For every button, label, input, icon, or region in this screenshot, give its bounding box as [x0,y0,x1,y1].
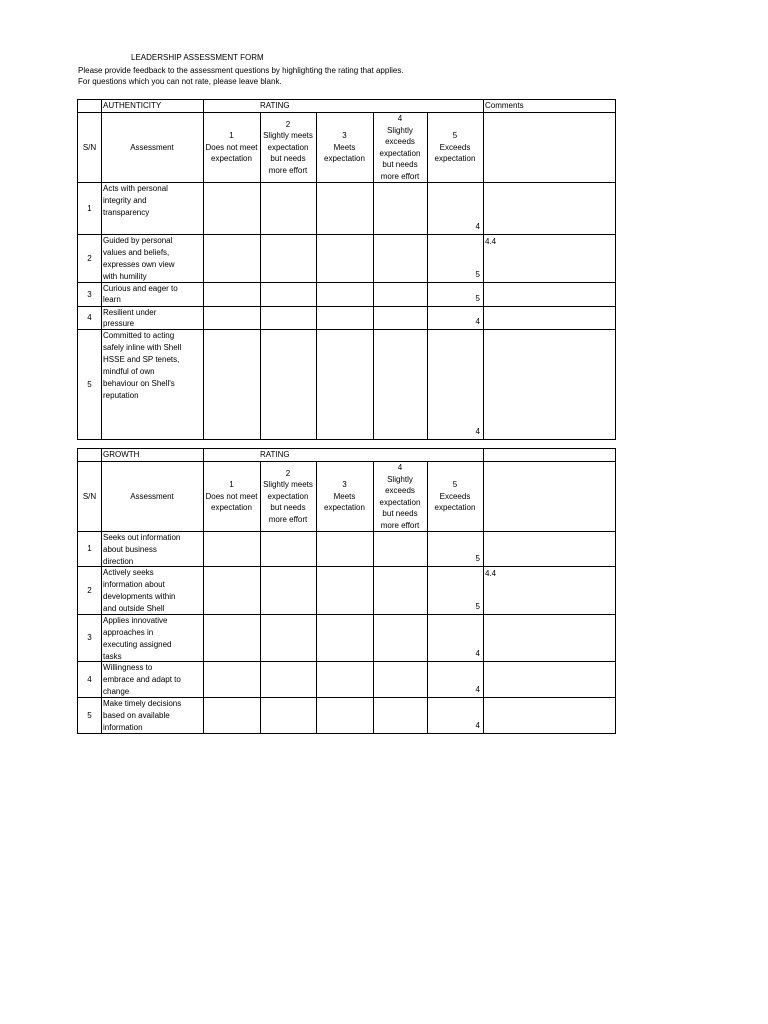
assessment-text [101,698,203,733]
section-name: GROWTH [103,450,140,459]
table-row [78,698,615,733]
comments-header: Comments [485,101,524,110]
rating-label-line: exceeds [385,486,415,495]
rating-label-line: expectation [211,503,252,513]
assessment-text-line: HSSE and SP tenets, [103,355,180,364]
rating-1-label [205,130,257,165]
rating-cell-2[interactable] [260,283,316,306]
rating-label-line: Meets [333,491,356,501]
rating-label-line: Meets [333,142,356,152]
rating-3-label [324,479,365,514]
rating-cell-3[interactable] [316,615,373,661]
rating-label-line: 1 [229,480,234,490]
rating-cell-4[interactable] [373,698,427,733]
column-header-row [78,462,615,532]
rating-label-line: 5 [452,131,458,141]
rating-label-line: more effort [380,520,420,530]
rating-score: 4 [475,316,480,326]
rating-cell-3[interactable] [316,307,373,329]
assessment-table-authenticity [77,99,616,440]
rating-cell-3[interactable] [316,283,373,306]
rating-score: 5 [475,553,480,563]
rating-label-line: more effort [268,165,308,175]
comment-value: 4.4 [485,569,497,578]
rating-cell-2[interactable] [260,567,316,614]
rating-cell-4[interactable] [373,615,427,661]
assessment-text-line: approaches in [103,628,154,637]
rating-cell-3[interactable] [316,698,373,733]
score-cell [427,235,483,282]
assessment-text-line: Committed to acting [103,331,175,340]
column-divider [483,462,484,531]
rating-cell-2[interactable] [260,183,316,234]
assessment-text-line: tasks [103,652,122,661]
assessment-text-line: pressure [103,319,135,328]
table-row [78,330,615,439]
comment-cell[interactable] [483,235,617,282]
assessment-text-line: Guided by personal [103,236,173,245]
assessment-text-line: Make timely decisions [103,699,182,708]
table-row [78,662,615,698]
rating-label-line: Exceeds [439,142,471,152]
rating-cell-2[interactable] [260,615,316,661]
assessment-text [101,283,203,306]
assessment-header: Assessment [130,491,174,501]
rating-cell-3[interactable] [316,532,373,566]
comment-cell[interactable] [483,307,617,329]
rating-label-line: Slightly meets [263,480,313,490]
row-number: 1 [87,544,92,554]
row-number: 5 [87,379,92,389]
assessment-text [101,615,203,661]
score-cell [427,567,483,614]
assessment-text-line: information about [103,580,165,589]
table-row [78,283,615,307]
rating-score: 4 [475,221,480,231]
rating-label-line: expectation [379,497,421,507]
rating-label-line: exceeds [385,137,415,146]
assessment-text-line: Actively seeks [103,568,154,577]
assessment-text-line: Resilient under [103,308,157,317]
rating-cell-2[interactable] [260,532,316,566]
rating-5-label [435,479,476,514]
row-number: 1 [87,203,92,213]
rating-cell-3[interactable] [316,662,373,697]
table-row [78,615,615,662]
assessment-text-line: executing assigned [103,640,172,649]
rating-cell-1[interactable] [203,698,260,733]
rating-cell-3[interactable] [316,235,373,282]
rating-label-line: expectation [379,148,421,158]
rating-2-label [263,119,313,177]
comments-header [483,449,617,461]
assessment-text-line: Willingness to [103,663,153,672]
rating-4-header [373,113,427,182]
assessment-text-line: Applies innovative [103,616,168,625]
assessment-text-line: with humility [103,272,147,281]
rating-2-header [260,462,316,531]
rating-label-line: but needs [270,503,306,513]
rating-1-header [203,113,260,182]
rating-score: 4 [475,648,480,658]
row-number: 3 [87,633,92,643]
row-number: 5 [87,710,92,720]
comment-cell[interactable] [483,567,617,614]
rating-cell-2[interactable] [260,235,316,282]
score-cell [427,698,483,733]
rating-label-line: Does not meet [205,142,258,152]
row-number: 2 [87,585,92,595]
score-cell [427,307,483,329]
rating-5-header [427,462,483,531]
rating-cell-3[interactable] [316,567,373,614]
rating-2-header [260,113,316,182]
rating-cell-2[interactable] [260,330,316,439]
row-number: 2 [87,253,92,263]
assessment-text-line: reputation [103,391,139,400]
rating-cell-2[interactable] [260,307,316,329]
score-cell [427,183,483,234]
rating-cell-3[interactable] [316,183,373,234]
assessment-text [101,330,203,439]
row-number: 4 [87,674,92,684]
score-cell [427,615,483,661]
rating-cell-1[interactable] [203,235,260,282]
score-cell [427,330,483,439]
rating-cell-1[interactable] [203,330,260,439]
assessment-text-line: about business [103,545,157,554]
rating-header: RATING [260,101,290,111]
rating-cell-1[interactable] [203,532,260,566]
rating-4-label [380,462,421,531]
rating-cell-2[interactable] [260,698,316,733]
rating-1-header [203,462,260,531]
score-cell [427,662,483,697]
rating-label-line: 2 [285,468,291,478]
rating-label-line: 5 [452,480,458,490]
rating-cell-1[interactable] [203,615,260,661]
comment-value: 4.4 [485,237,497,246]
rating-cell-1[interactable] [203,307,260,329]
rating-score: 4 [475,720,480,730]
rating-label-line: Does not meet [205,491,258,501]
rating-3-header [316,462,373,531]
rating-label-line: 4 [397,114,403,123]
rating-cell-3[interactable] [316,330,373,439]
rating-cell-1[interactable] [203,183,260,234]
assessment-text-line: information [103,723,143,732]
section-name-row [78,100,615,113]
comment-cell[interactable] [483,532,617,566]
table-row [78,307,615,330]
assessment-text-line: embrace and adapt to [103,675,181,684]
rating-cell-4[interactable] [373,307,427,329]
assessment-text [101,235,203,282]
assessment-text-line: and outside Shell [103,604,165,613]
rating-label-line: expectation [267,142,309,152]
rating-label-line: expectation [211,154,252,164]
assessment-text-line: mindful of own [103,367,155,376]
form-title: LEADERSHIP ASSESSMENT FORM [131,53,264,62]
assessment-text [101,307,203,329]
rating-header: RATING [260,450,290,460]
rating-3-header [316,113,373,182]
assessment-text-line: change [103,687,130,696]
rating-label-line: Exceeds [439,491,471,501]
assessment-header: Assessment [130,142,174,152]
assessment-text-line: expresses own view [103,260,175,269]
rating-label-line: 2 [285,119,291,129]
comment-cell[interactable] [483,698,617,733]
rating-label-line: Slightly [387,474,413,484]
rating-label-line: 3 [342,480,347,490]
column-divider [483,113,484,182]
assessment-text [101,662,203,697]
rating-cell-4[interactable] [373,183,427,234]
assessment-text [101,532,203,566]
rating-cell-4[interactable] [373,283,427,306]
assessment-text-line: safely inline with Shell [103,343,182,352]
rating-label-line: 4 [397,463,403,472]
comment-cell[interactable] [483,283,617,306]
rating-cell-2[interactable] [260,662,316,697]
comment-cell[interactable] [483,330,617,439]
comment-cell[interactable] [483,662,617,697]
rating-cell-4[interactable] [373,662,427,697]
assessment-text-line: learn [103,295,121,304]
assessment-text [101,183,203,234]
table-row [78,532,615,567]
score-cell [427,283,483,306]
rating-label-line: expectation [267,491,309,501]
assessment-text-line: behaviour on Shell's [103,379,175,388]
rating-cell-4[interactable] [373,532,427,566]
table-row [78,183,615,235]
table-row [78,567,615,615]
assessment-text-line: developments within [103,592,176,601]
rating-cell-4[interactable] [373,235,427,282]
section-name: AUTHENTICITY [103,101,162,110]
rating-label-line: 3 [342,131,347,141]
rating-score: 4 [475,426,480,436]
sn-header: S/N [82,142,97,152]
sn-header: S/N [82,491,97,501]
rating-label-line: expectation [434,503,476,513]
rating-4-label [380,113,421,182]
rating-5-label [435,130,476,165]
rating-2-label [263,468,313,526]
rating-label-line: Slightly [387,125,413,135]
rating-score: 4 [475,684,480,694]
row-number: 4 [87,313,92,323]
instruction-line-2: For questions which you can not rate, please leave blank. [78,77,282,86]
rating-score: 5 [475,269,480,279]
instruction-line-1: Please provide feedback to the assessment questions by highlighting the rating that applies. [78,66,404,75]
rating-5-header [427,113,483,182]
comment-cell[interactable] [483,183,617,234]
assessment-text-line: transparency [103,208,150,217]
row-number: 3 [87,289,92,299]
rating-label-line: but needs [382,160,418,169]
rating-label-line: expectation [324,154,365,164]
rating-cell-1[interactable] [203,283,260,306]
comment-cell[interactable] [483,615,617,661]
rating-cell-4[interactable] [373,330,427,439]
rating-label-line: more effort [268,514,308,524]
assessment-text-line: values and beliefs, [103,248,170,257]
assessment-text-line: direction [103,557,134,566]
rating-score: 5 [475,293,480,303]
rating-cell-4[interactable] [373,567,427,614]
column-header-row [78,113,615,183]
rating-score: 5 [475,601,480,611]
assessment-text-line: based on available [103,711,170,720]
assessment-text-line: integrity and [103,196,147,205]
assessment-text [101,567,203,614]
rating-label-line: Slightly meets [263,131,313,141]
rating-3-label [324,130,365,165]
section-name-row [78,449,615,462]
table-row [78,235,615,283]
assessment-text-line: Acts with personal [103,184,168,193]
rating-label-line: more effort [380,171,420,181]
rating-label-line: expectation [324,503,365,513]
rating-label-line: expectation [434,154,476,164]
rating-cell-1[interactable] [203,662,260,697]
assessment-text-line: Seeks out information [103,533,181,542]
rating-label-line: but needs [382,509,418,518]
rating-1-label [205,479,257,514]
rating-label-line: but needs [270,154,306,164]
rating-label-line: 1 [229,131,234,141]
rating-cell-1[interactable] [203,567,260,614]
rating-4-header [373,462,427,531]
assessment-text-line: Curious and eager to [103,284,178,293]
assessment-table-growth [77,448,616,734]
score-cell [427,532,483,566]
